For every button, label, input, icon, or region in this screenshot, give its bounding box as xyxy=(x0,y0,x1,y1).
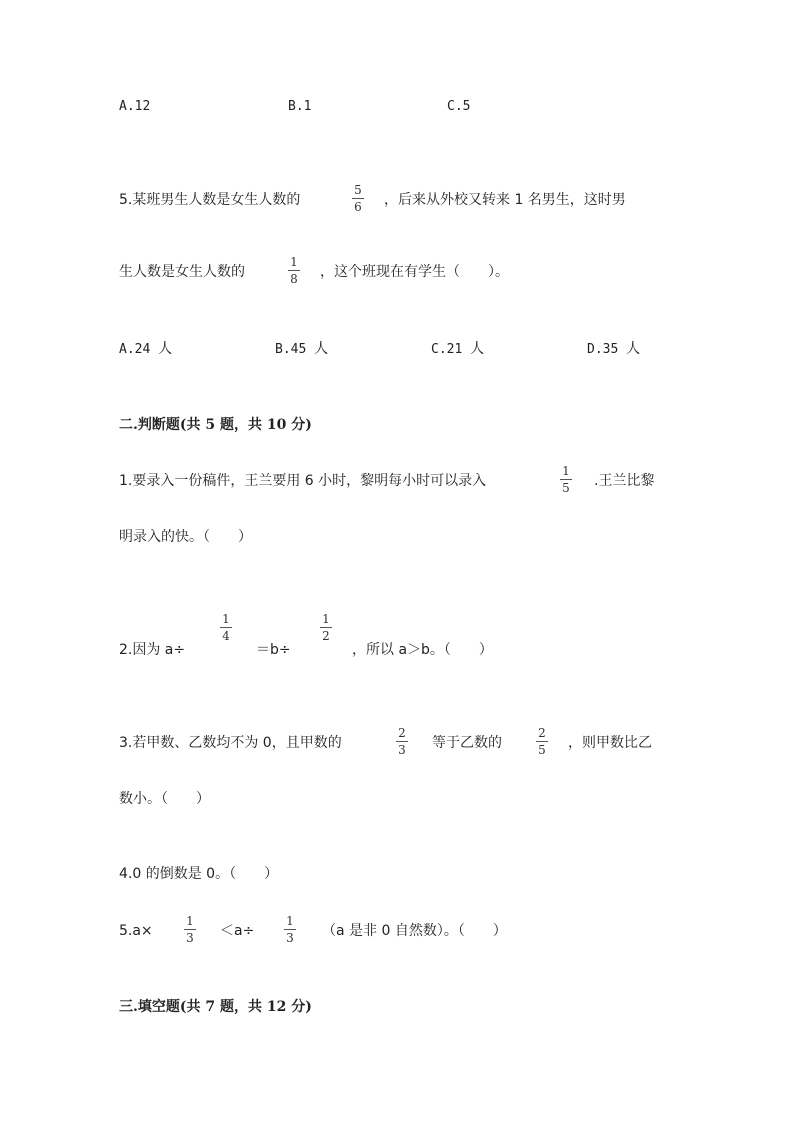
option-unit: 人 xyxy=(158,341,173,357)
denominator: 8 xyxy=(290,272,298,286)
question-text: ＝b÷ xyxy=(256,642,291,658)
option-b xyxy=(275,339,328,360)
numerator: 1 xyxy=(322,612,330,626)
denominator: 3 xyxy=(186,931,194,945)
question-text: 等于乙数的 xyxy=(432,735,502,751)
denominator: 4 xyxy=(222,629,230,643)
question-text: 2.因为 a÷ xyxy=(119,642,186,658)
numerator: 1 xyxy=(290,255,298,269)
fraction xyxy=(556,464,576,495)
denominator: 3 xyxy=(398,743,406,757)
numerator: 1 xyxy=(222,612,230,626)
option-unit: 人 xyxy=(626,341,641,357)
numerator: 1 xyxy=(286,914,294,928)
fraction xyxy=(316,612,336,643)
option-value: A.24 xyxy=(119,342,151,357)
question-text: 5.某班男生人数是女生人数的 xyxy=(119,192,301,208)
question-text: ，这个班现在有学生（ ）。 xyxy=(320,264,509,280)
denominator: 3 xyxy=(286,931,294,945)
option-c xyxy=(431,339,484,360)
question-text: ，所以 a＞b。（ ） xyxy=(352,642,493,658)
question-text: ，后来从外校又转来 1 名男生，这时男 xyxy=(384,192,626,208)
section-title: 二.判断题(共 5 题，共 10 分) xyxy=(119,417,312,433)
option-a xyxy=(119,339,172,360)
judge-question-1 xyxy=(119,471,486,491)
fraction xyxy=(180,914,200,945)
fraction xyxy=(348,183,368,214)
question-text: ，则甲数比乙 xyxy=(568,735,652,751)
denominator: 5 xyxy=(538,743,546,757)
fraction xyxy=(216,612,236,643)
question-5-line-1 xyxy=(119,190,300,210)
judge-question-5 xyxy=(119,921,153,941)
option-b: B.1 xyxy=(288,99,312,114)
question-5-line-2 xyxy=(119,262,245,282)
question-text: 生人数是女生人数的 xyxy=(119,264,245,280)
question-text: 3.若甲数、乙数均不为 0，且甲数的 xyxy=(119,735,342,751)
denominator: 6 xyxy=(354,200,362,214)
numerator: 5 xyxy=(354,183,362,197)
option-value: C.21 xyxy=(431,342,463,357)
question-text: 数小。（ ） xyxy=(119,791,210,807)
denominator: 5 xyxy=(562,481,570,495)
numerator: 2 xyxy=(398,726,406,740)
question-text: .王兰比黎 xyxy=(594,473,655,489)
fraction xyxy=(392,726,412,757)
fraction xyxy=(532,726,552,757)
question-text: 1.要录入一份稿件，王兰要用 6 小时，黎明每小时可以录入 xyxy=(119,473,487,489)
judge-question-4: 4.0 的倒数是 0。（ ） xyxy=(119,866,279,882)
question-text: 5.a× xyxy=(119,923,153,939)
option-value: B.45 xyxy=(275,342,307,357)
option-a: A.12 xyxy=(119,99,151,114)
option-d xyxy=(587,339,640,360)
fraction xyxy=(280,914,300,945)
option-value: D.35 xyxy=(587,342,619,357)
judge-question-2 xyxy=(119,640,185,660)
denominator: 2 xyxy=(322,629,330,643)
numerator: 1 xyxy=(186,914,194,928)
question-text: 明录入的快。（ ） xyxy=(119,529,252,545)
option-unit: 人 xyxy=(470,341,485,357)
option-c: C.5 xyxy=(447,99,471,114)
question-text: （a 是非 0 自然数）。（ ） xyxy=(322,923,507,939)
numerator: 1 xyxy=(562,464,570,478)
fraction xyxy=(284,255,304,286)
numerator: 2 xyxy=(538,726,546,740)
option-unit: 人 xyxy=(314,341,329,357)
judge-question-3 xyxy=(119,733,342,753)
section-title: 三.填空题(共 7 题，共 12 分) xyxy=(119,999,312,1015)
question-text: ＜a÷ xyxy=(220,923,255,939)
